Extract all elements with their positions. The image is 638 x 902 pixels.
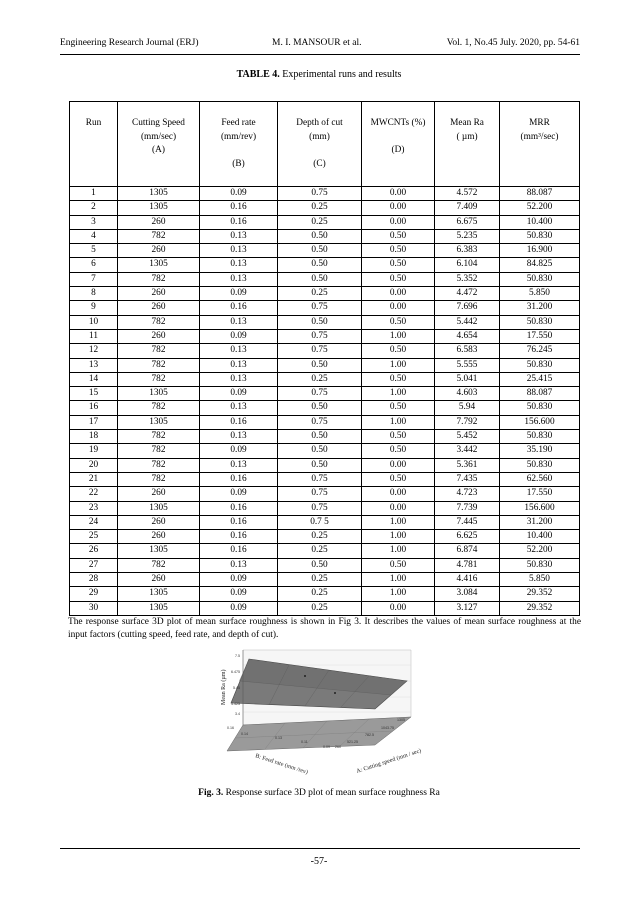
table-row [70,244,580,258]
col-header-run: Run [70,102,118,187]
table-cell: 1305 [118,544,200,558]
table-cell: 0.25 [278,544,362,558]
table-cell: 0.13 [200,558,278,572]
table-cell: 14 [70,372,118,386]
col-header-cutting-speed: Cutting Speed (mm/sec) (A) [118,102,200,187]
table-row [70,201,580,215]
table-cell: 24 [70,515,118,529]
author-name: M. I. MANSOUR et al. [272,38,362,48]
table-cell: 17.550 [500,487,580,501]
table-cell: 782 [118,472,200,486]
table-cell: 0.25 [278,601,362,615]
table-cell: 782 [118,401,200,415]
table-cell: 4.781 [435,558,500,572]
table-cell: 260 [118,244,200,258]
table-cell: 0.50 [362,558,435,572]
table-cell: 1.00 [362,515,435,529]
table-cell: 782 [118,372,200,386]
table-cell: 7.445 [435,515,500,529]
table-cell: 0.75 [278,387,362,401]
table-cell: 3 [70,215,118,229]
table-title-text: Experimental runs and results [279,69,402,80]
table-cell: 6.675 [435,215,500,229]
table-cell: 0.75 [278,415,362,429]
table-cell: 13 [70,358,118,372]
table-cell: 22 [70,487,118,501]
table-cell: 782 [118,229,200,243]
table-cell: 0.13 [200,458,278,472]
table-cell: 0.50 [362,244,435,258]
table-row [70,372,580,386]
table-row [70,501,580,515]
body-paragraph: The response surface 3D plot of mean surface roughness is shown in Fig 3. It describes the values of mean surface roughness at the input factors (cutting speed, feed rate, and depth of cut). [68,617,581,640]
table-cell: 0.00 [362,501,435,515]
table-header-row [70,102,580,187]
z-tick-label: 5.45 [233,686,240,690]
table-row [70,472,580,486]
table-cell: 0.16 [200,415,278,429]
table-cell: 0.25 [278,201,362,215]
table-row [70,287,580,301]
table-cell: 0.16 [200,472,278,486]
table-row [70,301,580,315]
table-row [70,587,580,601]
table-cell: 0.50 [278,401,362,415]
table-row [70,258,580,272]
z-tick-label: 3.4 [235,712,240,716]
table-cell: 0.00 [362,487,435,501]
table-cell: 50.830 [500,430,580,444]
feed-tick-label: 0.13 [275,736,282,740]
table-cell: 0.7 5 [278,515,362,529]
table-row [70,215,580,229]
table-cell: 50.830 [500,272,580,286]
table-cell: 0.00 [362,201,435,215]
table-cell: 10.400 [500,530,580,544]
table-cell: 4.723 [435,487,500,501]
table-cell: 29 [70,587,118,601]
table-cell: 5.555 [435,358,500,372]
table-cell: 1 [70,187,118,201]
z-axis-label: Mean Ra (µm) [221,669,227,705]
feed-tick-label: 0.14 [241,732,248,736]
table-cell: 4.654 [435,329,500,343]
table-cell: 5.361 [435,458,500,472]
volume-info: Vol. 1, No.45 July. 2020, pp. 54-61 [446,38,580,48]
table-cell: 76.245 [500,344,580,358]
table-cell: 3.127 [435,601,500,615]
figure-caption-label: Fig. 3. [198,788,224,798]
table-cell: 4.416 [435,573,500,587]
table-row [70,458,580,472]
table-cell: 0.09 [200,601,278,615]
table-cell: 0.75 [278,487,362,501]
table-cell: 0.75 [278,187,362,201]
table-cell: 84.825 [500,258,580,272]
speed-axis-label: A: Cutting speed (mm / sec) [355,748,423,775]
table-cell: 29.352 [500,601,580,615]
table-cell: 27 [70,558,118,572]
table-cell: 0.13 [200,358,278,372]
table-row [70,444,580,458]
response-surface-plot [215,645,440,780]
table-cell: 5.352 [435,272,500,286]
table-cell: 0.50 [362,472,435,486]
table-row [70,558,580,572]
table-cell: 0.13 [200,401,278,415]
table-cell: 782 [118,444,200,458]
table-row [70,401,580,415]
table-cell: 7.409 [435,201,500,215]
table-cell: 3.442 [435,444,500,458]
table-cell: 260 [118,573,200,587]
table-cell: 26 [70,544,118,558]
table-cell: 17.550 [500,329,580,343]
table-cell: 0.16 [200,301,278,315]
table-cell: 10 [70,315,118,329]
figure-caption-text: Response surface 3D plot of mean surface roughness Ra [223,788,440,798]
table-title-label: TABLE 4. [236,69,280,80]
table-cell: 0.50 [278,458,362,472]
table-cell: 5.041 [435,372,500,386]
table-cell: 35.190 [500,444,580,458]
table-cell: 50.830 [500,401,580,415]
journal-name: Engineering Research Journal (ERJ) [60,38,199,48]
table-cell: 1305 [118,601,200,615]
table-cell: 0.25 [278,287,362,301]
table-cell: 1.00 [362,387,435,401]
table-cell: 0.50 [362,430,435,444]
figure-caption [0,788,638,798]
table-cell: 0.09 [200,444,278,458]
col-header-mean-ra: Mean Ra ( µm) [435,102,500,187]
table-row [70,573,580,587]
table-cell: 0.75 [278,472,362,486]
table-row [70,358,580,372]
table-cell: 0.09 [200,187,278,201]
table-cell: 31.200 [500,515,580,529]
table-cell: 0.13 [200,344,278,358]
table-cell: 7.792 [435,415,500,429]
table-row [70,329,580,343]
table-row [70,430,580,444]
table-cell: 0.50 [362,372,435,386]
table-title [0,69,638,80]
table-cell: 0.16 [200,544,278,558]
table-cell: 0.50 [362,444,435,458]
table-cell: 0.25 [278,573,362,587]
table-row [70,272,580,286]
table-cell: 260 [118,301,200,315]
table-cell: 0.25 [278,372,362,386]
table-cell: 1305 [118,258,200,272]
table-cell: 1.00 [362,415,435,429]
table-cell: 260 [118,287,200,301]
table-cell: 782 [118,358,200,372]
table-cell: 6.583 [435,344,500,358]
table-cell: 260 [118,487,200,501]
design-point-marker [304,675,306,677]
col-header-mrr: MRR (mm³/sec) [500,102,580,187]
table-cell: 0.75 [278,501,362,515]
table-cell: 7.739 [435,501,500,515]
table-cell: 0.50 [278,272,362,286]
table-cell: 0.25 [278,215,362,229]
table-cell: 0.09 [200,587,278,601]
table-cell: 0.09 [200,573,278,587]
table-cell: 0.16 [200,215,278,229]
table-cell: 3.084 [435,587,500,601]
table-cell: 0.50 [278,444,362,458]
table-cell: 1305 [118,587,200,601]
table-row [70,601,580,615]
table-cell: 0.50 [278,430,362,444]
table-cell: 50.830 [500,315,580,329]
table-cell: 0.25 [278,530,362,544]
table-cell: 18 [70,430,118,444]
table-cell: 1305 [118,187,200,201]
table-cell: 1.00 [362,544,435,558]
table-row [70,515,580,529]
table-cell: 52.200 [500,544,580,558]
table-cell: 2 [70,201,118,215]
table-cell: 0.00 [362,458,435,472]
table-cell: 156.600 [500,415,580,429]
table-row [70,544,580,558]
table-cell: 0.50 [362,344,435,358]
feed-tick-label: 0.09 [323,745,330,749]
table-cell: 6.104 [435,258,500,272]
col-header-mwcnts: MWCNTs (%) (D) [362,102,435,187]
table-cell: 0.75 [278,329,362,343]
table-cell: 0.50 [362,258,435,272]
running-header [60,38,580,52]
table-cell: 0.16 [200,501,278,515]
table-cell: 0.00 [362,601,435,615]
table-cell: 156.600 [500,501,580,515]
table-cell: 0.00 [362,287,435,301]
table-cell: 0.16 [200,530,278,544]
footer-divider [60,848,580,849]
table-cell: 62.560 [500,472,580,486]
table-cell: 0.16 [200,515,278,529]
table-cell: 782 [118,315,200,329]
col-header-feed-rate: Feed rate (mm/rev) (B) [200,102,278,187]
table-cell: 260 [118,515,200,529]
table-row [70,229,580,243]
speed-tick-label: 782.5 [365,733,374,737]
table-cell: 260 [118,530,200,544]
table-cell: 0.50 [362,401,435,415]
table-cell: 782 [118,430,200,444]
z-tick-label: 7.5 [235,654,240,658]
table-cell: 0.50 [278,258,362,272]
table-cell: 50.830 [500,229,580,243]
table-cell: 0.13 [200,244,278,258]
table-cell: 782 [118,458,200,472]
table-cell: 4.572 [435,187,500,201]
table-cell: 4 [70,229,118,243]
table-cell: 1305 [118,387,200,401]
table-cell: 0.13 [200,272,278,286]
table-cell: 8 [70,287,118,301]
table-cell: 0.50 [362,272,435,286]
table-cell: 7 [70,272,118,286]
table-cell: 0.50 [278,315,362,329]
table-cell: 50.830 [500,358,580,372]
table-cell: 0.75 [278,301,362,315]
table-cell: 0.50 [278,358,362,372]
table-cell: 0.13 [200,229,278,243]
table-row [70,387,580,401]
table-row [70,530,580,544]
table-cell: 1.00 [362,329,435,343]
z-tick-label: 6.475 [231,670,240,674]
table-cell: 29.352 [500,587,580,601]
table-cell: 0.09 [200,487,278,501]
speed-tick-label: 521.25 [347,740,358,744]
table-cell: 6.625 [435,530,500,544]
table-cell: 28 [70,573,118,587]
col-header-depth-of-cut: Depth of cut (mm) (C) [278,102,362,187]
table-cell: 30 [70,601,118,615]
table-cell: 12 [70,344,118,358]
table-cell: 0.00 [362,215,435,229]
table-cell: 0.00 [362,187,435,201]
table-cell: 5.452 [435,430,500,444]
table-cell: 0.50 [362,229,435,243]
table-cell: 7.696 [435,301,500,315]
table-cell: 21 [70,472,118,486]
table-cell: 50.830 [500,558,580,572]
z-tick-label: 4.425 [231,702,240,706]
table-cell: 782 [118,558,200,572]
table-cell: 0.00 [362,301,435,315]
table-cell: 0.75 [278,344,362,358]
table-cell: 1305 [118,501,200,515]
speed-tick-label: 260 [335,745,341,749]
table-cell: 19 [70,444,118,458]
table-cell: 31.200 [500,301,580,315]
table-cell: 16 [70,401,118,415]
table-cell: 20 [70,458,118,472]
table-cell: 0.09 [200,287,278,301]
table-row [70,415,580,429]
table-cell: 260 [118,329,200,343]
table-cell: 16.900 [500,244,580,258]
feed-tick-label: 0.16 [227,726,234,730]
table-cell: 782 [118,272,200,286]
table-cell: 0.13 [200,315,278,329]
table-cell: 0.50 [278,229,362,243]
table-cell: 10.400 [500,215,580,229]
feed-tick-label: 0.11 [301,740,308,744]
table-row [70,315,580,329]
table-cell: 0.25 [278,587,362,601]
table-cell: 1305 [118,415,200,429]
table-cell: 6.874 [435,544,500,558]
table-cell: 6.383 [435,244,500,258]
header-divider [60,54,580,55]
response-surface-figure [215,645,440,780]
table-cell: 9 [70,301,118,315]
design-point-marker [334,692,336,694]
table-cell: 0.13 [200,372,278,386]
table-cell: 5.850 [500,573,580,587]
speed-tick-label: 1305 [397,718,405,722]
table-cell: 1305 [118,201,200,215]
table-cell: 1.00 [362,530,435,544]
table-row [70,344,580,358]
table-cell: 5 [70,244,118,258]
table-cell: 0.13 [200,258,278,272]
table-cell: 0.13 [200,430,278,444]
feed-axis-label: B: Feed rate (mm /rev) [254,753,309,776]
page-number: -57- [310,856,328,867]
table-cell: 0.09 [200,387,278,401]
table-cell: 782 [118,344,200,358]
table-cell: 1.00 [362,587,435,601]
table-cell: 15 [70,387,118,401]
table-cell: 4.472 [435,287,500,301]
table-cell: 23 [70,501,118,515]
table-cell: 1.00 [362,358,435,372]
table-cell: 0.50 [278,244,362,258]
table-body [70,187,580,616]
table-cell: 5.235 [435,229,500,243]
table-cell: 17 [70,415,118,429]
table-cell: 50.830 [500,458,580,472]
table-cell: 25 [70,530,118,544]
table-cell: 5.850 [500,287,580,301]
table-cell: 260 [118,215,200,229]
table-cell: 5.94 [435,401,500,415]
speed-tick-label: 1043.75 [381,726,394,730]
table-cell: 52.200 [500,201,580,215]
table-cell: 11 [70,329,118,343]
table-cell: 0.09 [200,329,278,343]
table-cell: 88.087 [500,187,580,201]
table-cell: 0.50 [362,315,435,329]
table-cell: 25.415 [500,372,580,386]
table-cell: 7.435 [435,472,500,486]
experimental-runs-table [69,101,580,616]
table-cell: 88.087 [500,387,580,401]
table-row [70,187,580,201]
table-cell: 0.16 [200,201,278,215]
table-cell: 1.00 [362,573,435,587]
table-cell: 0.50 [278,558,362,572]
table-cell: 5.442 [435,315,500,329]
table-row [70,487,580,501]
table-cell: 4.603 [435,387,500,401]
table-cell: 6 [70,258,118,272]
